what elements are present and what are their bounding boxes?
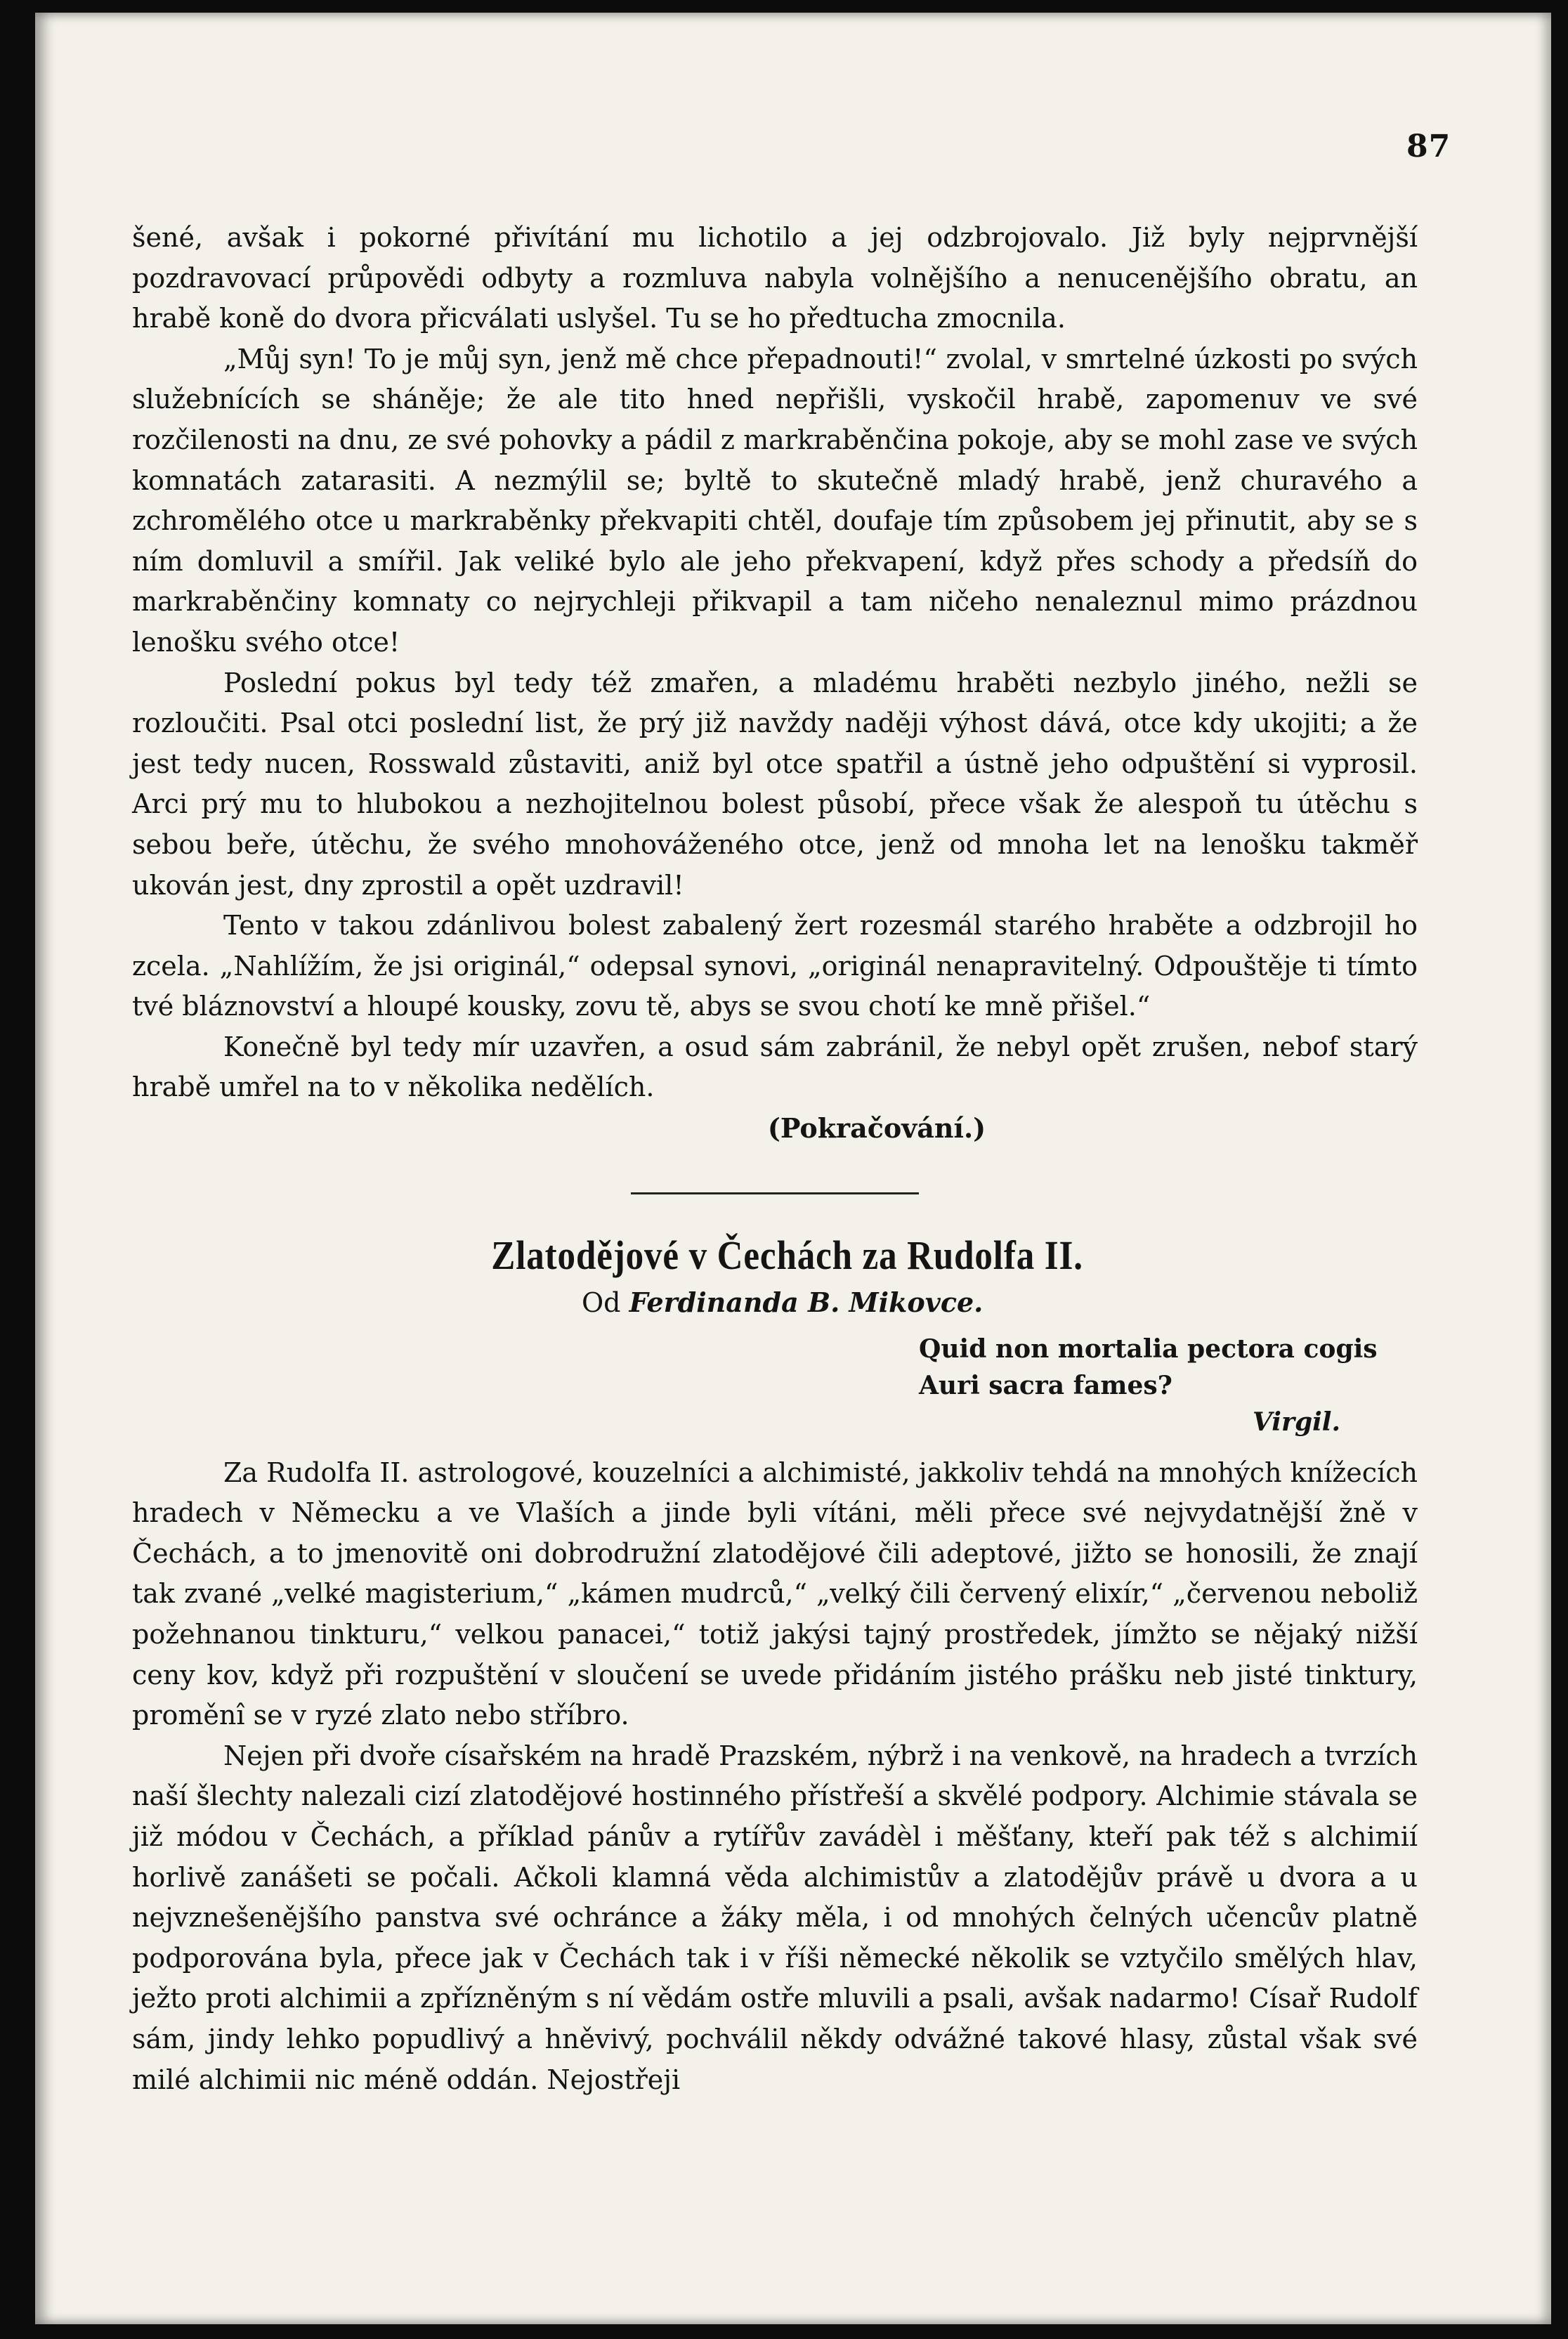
epigraph-line: Auri sacra fames? bbox=[919, 1370, 1172, 1400]
section-divider bbox=[631, 1192, 919, 1194]
paragraph: „Můj syn! To je můj syn, jenž mě chce přepadnouti!“ zvolal, v smrtelné úzkosti po svých služebnících se sháněje; že ale tito hned nepřišli, vyskočil hrabě, zapomenuv ve své rozčilenosti na dnu, ze své pohovky a pádil z markraběnčina pokoje, aby se mohl zase ve svých komnatách zatarasiti. A nezmýlil se; byltě to skutečně mladý hrabě, jenž churavého a zchromělého otce u markraběnky překvapiti chtěl, doufaje tím způsobem jej přinutit, aby se s ním domluvil a smířil. Jak veliké bylo ale jeho překvapení, když přes schody a předsíň do markraběnčiny komnaty co nejrychleji přikvapil a tam ničeho nenaleznul mimo prázdnou lenošku svého otce! bbox=[132, 343, 1418, 658]
byline bbox=[582, 1284, 1418, 1321]
byline-prefix: Od bbox=[582, 1286, 621, 1318]
paragraph: Poslední pokus byl tedy též zmařen, a mladému hraběti nezbylo jiného, nežli se rozloučiti. Psal otci poslední list, že prý již navždy naději výhost dává, otce kdy ukojiti; a že jest tedy nucen, Rosswald zůstaviti, aniž byl otce spatřil a ústně jeho odpuštění si vyprosil. Arci prý mu to hlubokou a nezhojitelnou bolest působí, přece však že alespoň tu útěchu s sebou beře, útěchu, že svého mnohováženého otce, jenž od mnoha let na lenošku takměř ukován jest, dny zprostil a opět uzdravil! bbox=[132, 667, 1418, 901]
author-name: Ferdinanda B. Mikovce. bbox=[629, 1286, 984, 1318]
continued-note: (Pokračování.) bbox=[767, 1112, 986, 1145]
paragraph: Nejen při dvoře císařském na hradě Prazském, nýbrž i na venkově, na hradech a tvrzích naší šlechty nalezali cizí zlatodějové hostinného přístřeší a skvělé podpory. Alchimie stávala se již módou v Čechách, a příklad pánův a rytířův zavádèl i měšťany, kteří pak též s alchimií horlivě zanášeti se počali. Ačkoli klamná věda alchimistův a zlatodějův právě u dvora a u nejvznešenějšího panstva své ochránce a žáky měla, i od mnohých čelných učencův platně podporována byla, přece jak v Čechách tak i v říši německé několik se vztyčilo smělých hlav, ježto proti alchimii a zpřízněným s ní vědám ostře mluvili a psali, avšak nadarmo! Císař Rudolf sám, jindy lehko popudlivý a hněvivý, pochválil někdy odvážné takové hlasy, zůstal však své milé alchimii nic méně oddán. Nejostřeji bbox=[132, 1740, 1418, 2095]
page-number: 87 bbox=[1406, 129, 1451, 164]
paragraph: Tento v takou zdánlivou bolest zabalený žert rozesmál starého hraběte a odzbrojil ho zcela. „Nahlížím, že jsi originál,“ odepsal synovi, „originál nenapravitelný. Odpouštěje ti tímto tvé bláznovství a hloupé kousky, zovu tě, abys se svou chotí ke mně přišel.“ bbox=[132, 910, 1418, 1022]
epigraph bbox=[919, 1331, 1418, 1440]
article-title: Zlatodějové v Čechách za Rudolfa II. bbox=[491, 1232, 1083, 1278]
paragraph: Za Rudolfa II. astrologové, kouzelníci a alchimisté, jakkoliv tehdá na mnohých knížecích hradech v Německu a ve Vlaších a jinde byli vítáni, měli přece své nejvydatnější žně v Čechách, a to jmenovitě oni dobrodružní zlatodějové čili adeptové, jižto se honosili, že znají tak zvané „velké magisterium,“ „kámen mudrců,“ „velký čili červený elixír,“ „červenou neboliž požehnanou tinkturu,“ velkou panacei,“ totiž jakýsi tajný prostředek, jímžto se nějaký nižší ceny kov, když při rozpuštění v sloučení se uvede přidáním jistého prášku neb jisté tinktury, proměnî se v ryzé zlato nebo stříbro. bbox=[132, 1457, 1418, 1731]
page-content bbox=[132, 218, 1418, 2100]
newspaper-page bbox=[35, 13, 1551, 2324]
epigraph-author: Virgil. bbox=[1253, 1407, 1340, 1437]
epigraph-line: Quid non mortalia pectora cogis bbox=[919, 1334, 1378, 1364]
paragraph: šené, avšak i pokorné přivítání mu lichotilo a jej odzbrojovalo. Již byly nejprvnější pozdravovací průpovědi odbyty a rozmluva nabyla volnějšího a nenucenějšího obratu, an hrabě koně do dvora přicválati uslyšel. Tu se ho předtucha zmocnila. bbox=[132, 222, 1418, 334]
paragraph: Konečně byl tedy mír uzavřen, a osud sám zabránil, že nebyl opět zrušen, nebof starý hrabě umřel na to v několika nedělích. bbox=[132, 1031, 1418, 1103]
